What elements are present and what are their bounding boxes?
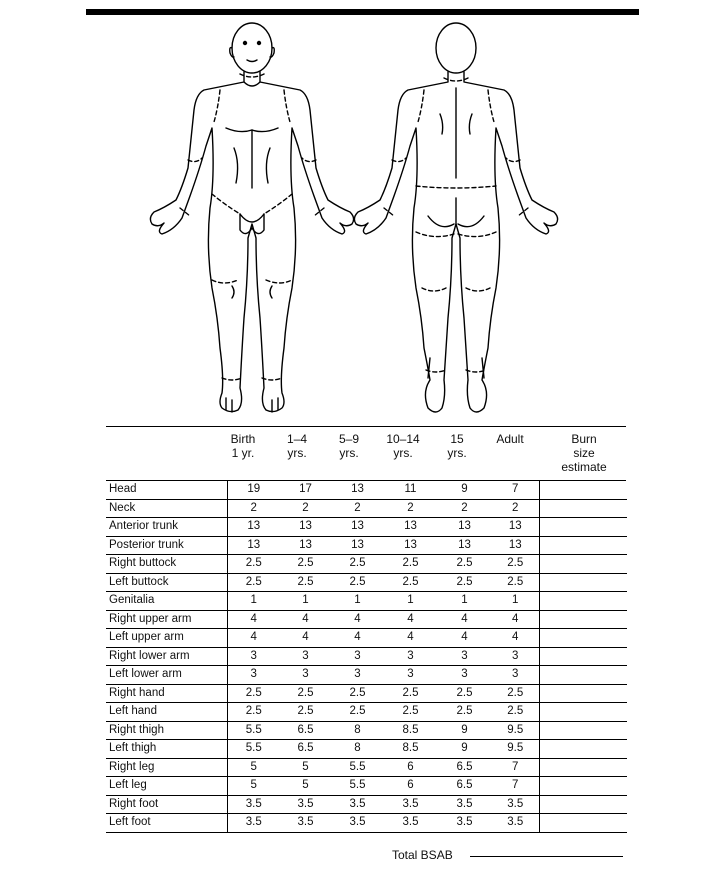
region-label: Left hand bbox=[106, 703, 228, 722]
table-row bbox=[106, 777, 627, 796]
body-diagram bbox=[140, 18, 570, 423]
percent-cell: 3.5 bbox=[280, 795, 332, 814]
table-row bbox=[106, 536, 627, 555]
table-row bbox=[106, 703, 627, 722]
region-label: Left leg bbox=[106, 777, 228, 796]
burn-chart-table bbox=[106, 481, 627, 833]
table-row bbox=[106, 666, 627, 685]
table-row bbox=[106, 647, 627, 666]
percent-cell: 3 bbox=[384, 647, 438, 666]
percent-cell: 9 bbox=[438, 740, 492, 759]
burn-estimate-cell[interactable] bbox=[540, 592, 627, 611]
percent-cell: 5 bbox=[280, 777, 332, 796]
burn-estimate-cell[interactable] bbox=[540, 814, 627, 833]
col-header-burn-size: Burn size estimate bbox=[561, 432, 607, 474]
burn-estimate-cell[interactable] bbox=[540, 740, 627, 759]
percent-cell: 2.5 bbox=[384, 555, 438, 574]
percent-cell: 3.5 bbox=[280, 814, 332, 833]
region-label: Left thigh bbox=[106, 740, 228, 759]
front-dashed-regions bbox=[180, 74, 324, 380]
percent-cell: 2.5 bbox=[332, 684, 384, 703]
percent-cell: 4 bbox=[438, 629, 492, 648]
percent-cell: 7 bbox=[492, 777, 540, 796]
percent-cell: 19 bbox=[228, 481, 280, 499]
percent-cell: 2 bbox=[492, 499, 540, 518]
percent-cell: 3.5 bbox=[332, 814, 384, 833]
percent-cell: 4 bbox=[492, 610, 540, 629]
burn-estimate-cell[interactable] bbox=[540, 499, 627, 518]
percent-cell: 11 bbox=[384, 481, 438, 499]
percent-cell: 4 bbox=[492, 629, 540, 648]
percent-cell: 2.5 bbox=[492, 703, 540, 722]
percent-cell: 2 bbox=[280, 499, 332, 518]
percent-cell: 6.5 bbox=[280, 721, 332, 740]
percent-cell: 2.5 bbox=[492, 573, 540, 592]
burn-estimate-cell[interactable] bbox=[540, 647, 627, 666]
percent-cell: 8.5 bbox=[384, 740, 438, 759]
percent-cell: 2.5 bbox=[228, 555, 280, 574]
region-label: Right lower arm bbox=[106, 647, 228, 666]
percent-cell: 2.5 bbox=[228, 573, 280, 592]
burn-estimate-cell[interactable] bbox=[540, 666, 627, 685]
percent-cell: 5 bbox=[280, 758, 332, 777]
percent-cell: 2.5 bbox=[438, 573, 492, 592]
table-row bbox=[106, 814, 627, 833]
percent-cell: 3 bbox=[492, 647, 540, 666]
table-row bbox=[106, 740, 627, 759]
percent-cell: 4 bbox=[228, 610, 280, 629]
region-label: Left foot bbox=[106, 814, 228, 833]
percent-cell: 13 bbox=[384, 518, 438, 537]
burn-estimate-cell[interactable] bbox=[540, 703, 627, 722]
region-label: Right hand bbox=[106, 684, 228, 703]
percent-cell: 9.5 bbox=[492, 721, 540, 740]
region-label: Left upper arm bbox=[106, 629, 228, 648]
table-row bbox=[106, 610, 627, 629]
table-row bbox=[106, 684, 627, 703]
percent-cell: 4 bbox=[332, 610, 384, 629]
percent-cell: 3 bbox=[332, 647, 384, 666]
percent-cell: 2.5 bbox=[384, 573, 438, 592]
table-row bbox=[106, 795, 627, 814]
region-label: Right buttock bbox=[106, 555, 228, 574]
percent-cell: 6 bbox=[384, 777, 438, 796]
table-row bbox=[106, 555, 627, 574]
region-label: Right upper arm bbox=[106, 610, 228, 629]
percent-cell: 2.5 bbox=[280, 703, 332, 722]
percent-cell: 4 bbox=[438, 610, 492, 629]
burn-estimate-cell[interactable] bbox=[540, 777, 627, 796]
percent-cell: 6.5 bbox=[438, 777, 492, 796]
percent-cell: 4 bbox=[280, 629, 332, 648]
percent-cell: 2.5 bbox=[332, 703, 384, 722]
percent-cell: 1 bbox=[438, 592, 492, 611]
percent-cell: 5.5 bbox=[228, 721, 280, 740]
front-figure bbox=[150, 23, 353, 412]
percent-cell: 3.5 bbox=[438, 795, 492, 814]
region-label: Genitalia bbox=[106, 592, 228, 611]
percent-cell: 2.5 bbox=[332, 573, 384, 592]
region-label: Posterior trunk bbox=[106, 536, 228, 555]
col-header-1-4: 1–4 yrs. bbox=[286, 432, 308, 460]
percent-cell: 3 bbox=[280, 647, 332, 666]
percent-cell: 6 bbox=[384, 758, 438, 777]
region-label: Right leg bbox=[106, 758, 228, 777]
percent-cell: 4 bbox=[332, 629, 384, 648]
burn-estimate-cell[interactable] bbox=[540, 518, 627, 537]
percent-cell: 3 bbox=[228, 666, 280, 685]
percent-cell: 2.5 bbox=[332, 555, 384, 574]
percent-cell: 3 bbox=[332, 666, 384, 685]
percent-cell: 4 bbox=[384, 610, 438, 629]
table-row bbox=[106, 518, 627, 537]
percent-cell: 2 bbox=[228, 499, 280, 518]
percent-cell: 5 bbox=[228, 777, 280, 796]
burn-estimate-cell[interactable] bbox=[540, 721, 627, 740]
col-header-birth: Birth 1 yr. bbox=[230, 432, 256, 460]
percent-cell: 1 bbox=[332, 592, 384, 611]
percent-cell: 5 bbox=[228, 758, 280, 777]
percent-cell: 8 bbox=[332, 740, 384, 759]
percent-cell: 17 bbox=[280, 481, 332, 499]
percent-cell: 2.5 bbox=[228, 684, 280, 703]
percent-cell: 13 bbox=[384, 536, 438, 555]
burn-estimate-cell[interactable] bbox=[540, 795, 627, 814]
table-row bbox=[106, 481, 627, 499]
region-label: Right thigh bbox=[106, 721, 228, 740]
percent-cell: 3.5 bbox=[384, 795, 438, 814]
percent-cell: 3.5 bbox=[384, 814, 438, 833]
percent-cell: 9.5 bbox=[492, 740, 540, 759]
percent-cell: 9 bbox=[438, 481, 492, 499]
percent-cell: 2.5 bbox=[228, 703, 280, 722]
region-label: Right foot bbox=[106, 795, 228, 814]
region-label: Left lower arm bbox=[106, 666, 228, 685]
table-row bbox=[106, 573, 627, 592]
burn-estimate-cell[interactable] bbox=[540, 536, 627, 555]
front-body-outline bbox=[150, 72, 353, 412]
percent-cell: 3 bbox=[438, 666, 492, 685]
percent-cell: 2.5 bbox=[438, 555, 492, 574]
percent-cell: 6.5 bbox=[280, 740, 332, 759]
col-header-15: 15 yrs. bbox=[447, 432, 467, 460]
burn-estimate-cell[interactable] bbox=[540, 684, 627, 703]
percent-cell: 2.5 bbox=[492, 684, 540, 703]
percent-cell: 1 bbox=[384, 592, 438, 611]
percent-cell: 2.5 bbox=[384, 703, 438, 722]
percent-cell: 8 bbox=[332, 721, 384, 740]
percent-cell: 2.5 bbox=[438, 684, 492, 703]
percent-cell: 5.5 bbox=[332, 758, 384, 777]
percent-cell: 13 bbox=[228, 536, 280, 555]
burn-estimate-cell[interactable] bbox=[540, 555, 627, 574]
table-row bbox=[106, 499, 627, 518]
percent-cell: 13 bbox=[492, 536, 540, 555]
region-label: Left buttock bbox=[106, 573, 228, 592]
region-label: Neck bbox=[106, 499, 228, 518]
percent-cell: 4 bbox=[280, 610, 332, 629]
percent-cell: 3.5 bbox=[228, 814, 280, 833]
percent-cell: 2.5 bbox=[384, 684, 438, 703]
back-figure bbox=[354, 23, 557, 412]
header-top-rule bbox=[106, 426, 626, 427]
burn-estimate-cell[interactable] bbox=[540, 629, 627, 648]
percent-cell: 3.5 bbox=[332, 795, 384, 814]
percent-cell: 13 bbox=[280, 536, 332, 555]
burn-estimate-cell[interactable] bbox=[540, 481, 627, 499]
percent-cell: 13 bbox=[492, 518, 540, 537]
table-row bbox=[106, 592, 627, 611]
percent-cell: 3 bbox=[228, 647, 280, 666]
percent-cell: 4 bbox=[228, 629, 280, 648]
percent-cell: 5.5 bbox=[332, 777, 384, 796]
percent-cell: 4 bbox=[384, 629, 438, 648]
table-row bbox=[106, 721, 627, 740]
percent-cell: 5.5 bbox=[228, 740, 280, 759]
percent-cell: 2 bbox=[438, 499, 492, 518]
percent-cell: 3.5 bbox=[228, 795, 280, 814]
percent-cell: 13 bbox=[438, 518, 492, 537]
percent-cell: 13 bbox=[438, 536, 492, 555]
percent-cell: 7 bbox=[492, 758, 540, 777]
burn-estimate-cell[interactable] bbox=[540, 573, 627, 592]
region-label: Anterior trunk bbox=[106, 518, 228, 537]
percent-cell: 1 bbox=[228, 592, 280, 611]
percent-cell: 13 bbox=[332, 518, 384, 537]
top-rule-bar bbox=[86, 9, 639, 15]
col-header-5-9: 5–9 yrs. bbox=[338, 432, 360, 460]
percent-cell: 8.5 bbox=[384, 721, 438, 740]
col-header-adult: Adult bbox=[496, 432, 524, 446]
burn-estimate-cell[interactable] bbox=[540, 758, 627, 777]
total-bsab-entry-line[interactable] bbox=[470, 856, 623, 857]
percent-cell: 13 bbox=[332, 481, 384, 499]
table-row bbox=[106, 758, 627, 777]
total-bsab-label: Total BSAB bbox=[392, 848, 453, 862]
percent-cell: 1 bbox=[280, 592, 332, 611]
table-row bbox=[106, 629, 627, 648]
percent-cell: 3.5 bbox=[492, 795, 540, 814]
percent-cell: 3.5 bbox=[492, 814, 540, 833]
percent-cell: 2 bbox=[332, 499, 384, 518]
percent-cell: 7 bbox=[492, 481, 540, 499]
percent-cell: 2.5 bbox=[280, 573, 332, 592]
percent-cell: 3 bbox=[384, 666, 438, 685]
percent-cell: 3 bbox=[492, 666, 540, 685]
percent-cell: 2.5 bbox=[280, 684, 332, 703]
region-label: Head bbox=[106, 481, 228, 499]
percent-cell: 2.5 bbox=[280, 555, 332, 574]
percent-cell: 3 bbox=[280, 666, 332, 685]
percent-cell: 9 bbox=[438, 721, 492, 740]
percent-cell: 3.5 bbox=[438, 814, 492, 833]
percent-cell: 3 bbox=[438, 647, 492, 666]
percent-cell: 1 bbox=[492, 592, 540, 611]
percent-cell: 2 bbox=[384, 499, 438, 518]
burn-estimate-cell[interactable] bbox=[540, 610, 627, 629]
percent-cell: 13 bbox=[332, 536, 384, 555]
percent-cell: 13 bbox=[280, 518, 332, 537]
col-header-10-14: 10–14 yrs. bbox=[386, 432, 420, 460]
front-head bbox=[232, 23, 272, 73]
percent-cell: 13 bbox=[228, 518, 280, 537]
back-head bbox=[436, 23, 476, 73]
percent-cell: 2.5 bbox=[438, 703, 492, 722]
percent-cell: 2.5 bbox=[492, 555, 540, 574]
percent-cell: 6.5 bbox=[438, 758, 492, 777]
